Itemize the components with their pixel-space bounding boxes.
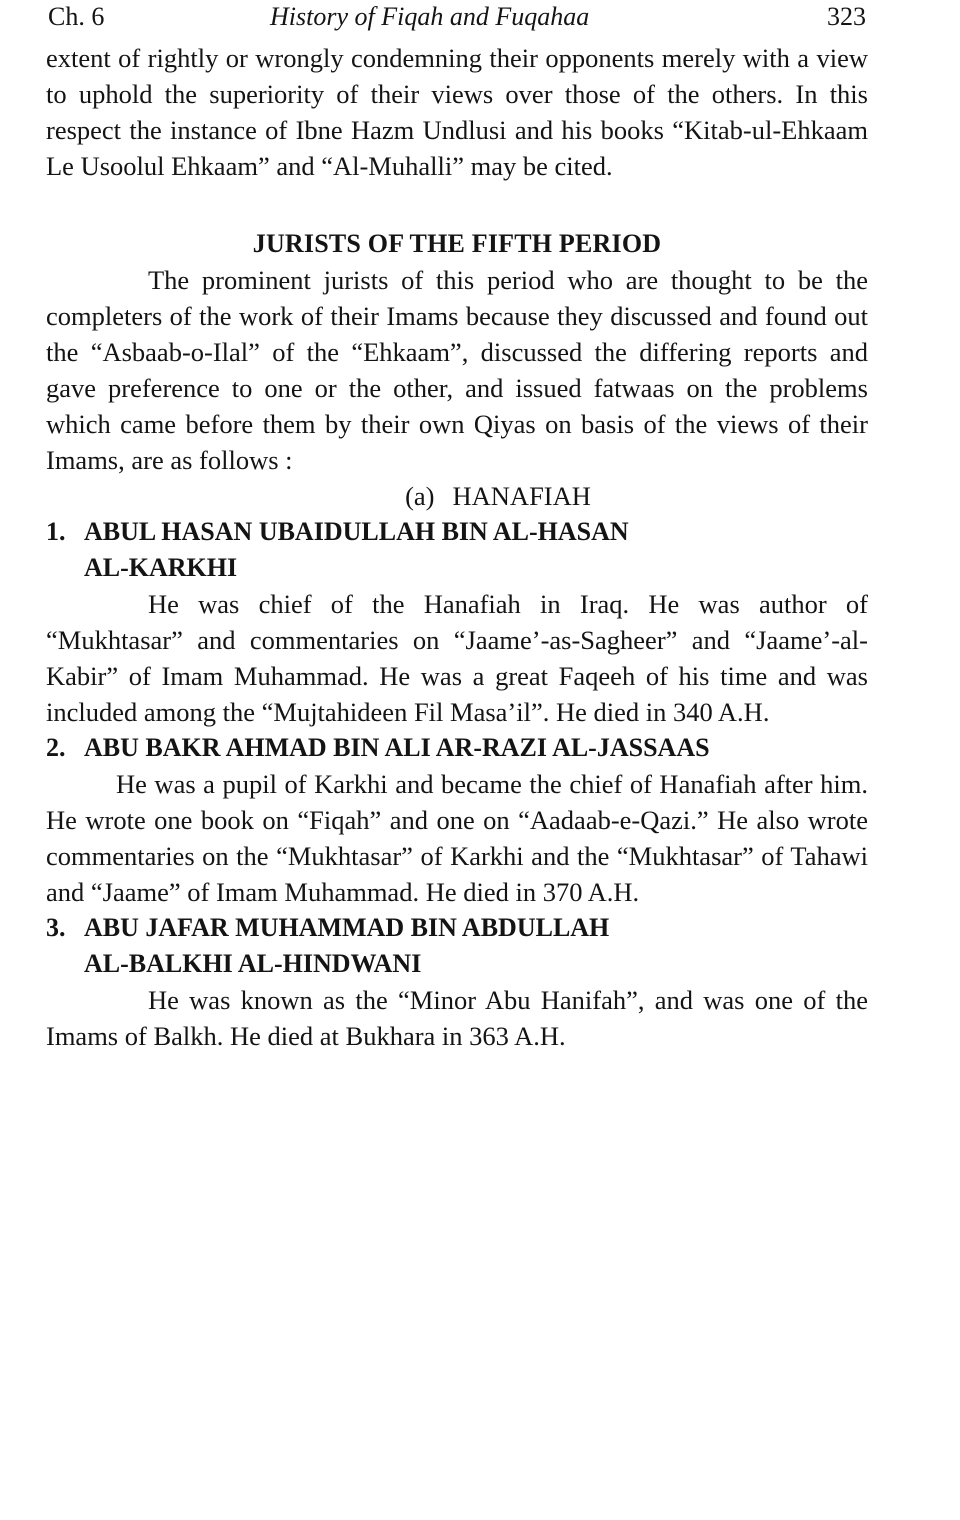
jurist-name-line1: ABU BAKR AHMAD BIN ALI AR-RAZI AL-JASSAAS xyxy=(84,733,710,762)
book-title: History of Fiqah and Fuqahaa xyxy=(270,2,590,31)
section-heading: JURISTS OF THE FIFTH PERIOD xyxy=(252,229,662,258)
jurist-name xyxy=(84,910,868,982)
jurist-heading-3 xyxy=(46,910,868,982)
running-header xyxy=(46,0,868,40)
jurist-heading-1 xyxy=(46,514,868,586)
page-number: 323 xyxy=(827,2,866,31)
jurist-name xyxy=(84,514,868,586)
chapter-label: Ch. 6 xyxy=(48,2,105,31)
school-name: HANAFIAH xyxy=(452,481,591,511)
school-heading xyxy=(46,478,868,514)
intro-paragraph: extent of rightly or wrongly condemning their opponents merely with a view to uphold the superiority of their views over those of the others. In this respect the instance of Ibne Hazm Undlusi and his books “Kitab-ul-Ehkaam Le Usoolul Ehkaam” and “Al-Muhalli” may be cited. xyxy=(46,43,868,181)
jurist-name-line2: AL-BALKHI AL-HINDWANI xyxy=(84,949,422,978)
jurist-biography-2: He was a pupil of Karkhi and became the chief of Hanafiah after him. He wrote one book on “Fiqah” and one on “Aadaab-e-Qazi.” He also wrote commentaries on the “Mukhtasar” of Karkhi and the “Mukhtasar” of Tahawi and “Jaame” of Imam Muhammad. He died in 370 A.H. xyxy=(46,769,868,907)
jurist-biography-1: He was chief of the Hanafiah in Iraq. He was author of “Mukhtasar” and commentaries on “Jaame’-as-Sagheer” and “Jaame’-al-Kabir” of Imam Muhammad. He was a great Faqeeh of his time and was included among the “Mujtahideen Fil Masa’il”. He died in 340 A.H. xyxy=(46,589,868,727)
jurist-number: 1. xyxy=(46,517,66,546)
jurist-heading-2 xyxy=(46,730,868,766)
jurist-name-line2: AL-KARKHI xyxy=(84,553,238,582)
jurist-name-line1: ABU JAFAR MUHAMMAD BIN ABDULLAH xyxy=(84,913,610,942)
book-page xyxy=(46,0,868,1054)
jurist-number: 3. xyxy=(46,913,66,942)
jurist-number: 2. xyxy=(46,733,66,762)
jurist-biography-3: He was known as the “Minor Abu Hanifah”, and was one of the Imams of Balkh. He died at Bukhara in 363 A.H. xyxy=(46,985,868,1051)
section-paragraph: The prominent jurists of this period who are thought to be the completers of the work of their Imams because they discussed and found out the “Asbaab-o-Ilal” of the “Ehkaam”, discussed the differing reports and gave preference to one or the other, and issued fatwaas on the problems which came before them by their own Qiyas on basis of the views of their Imams, are as follows : xyxy=(46,265,868,475)
jurist-name-line1: ABUL HASAN UBAIDULLAH BIN AL-HASAN xyxy=(84,517,629,546)
school-label: (a) xyxy=(405,481,435,511)
